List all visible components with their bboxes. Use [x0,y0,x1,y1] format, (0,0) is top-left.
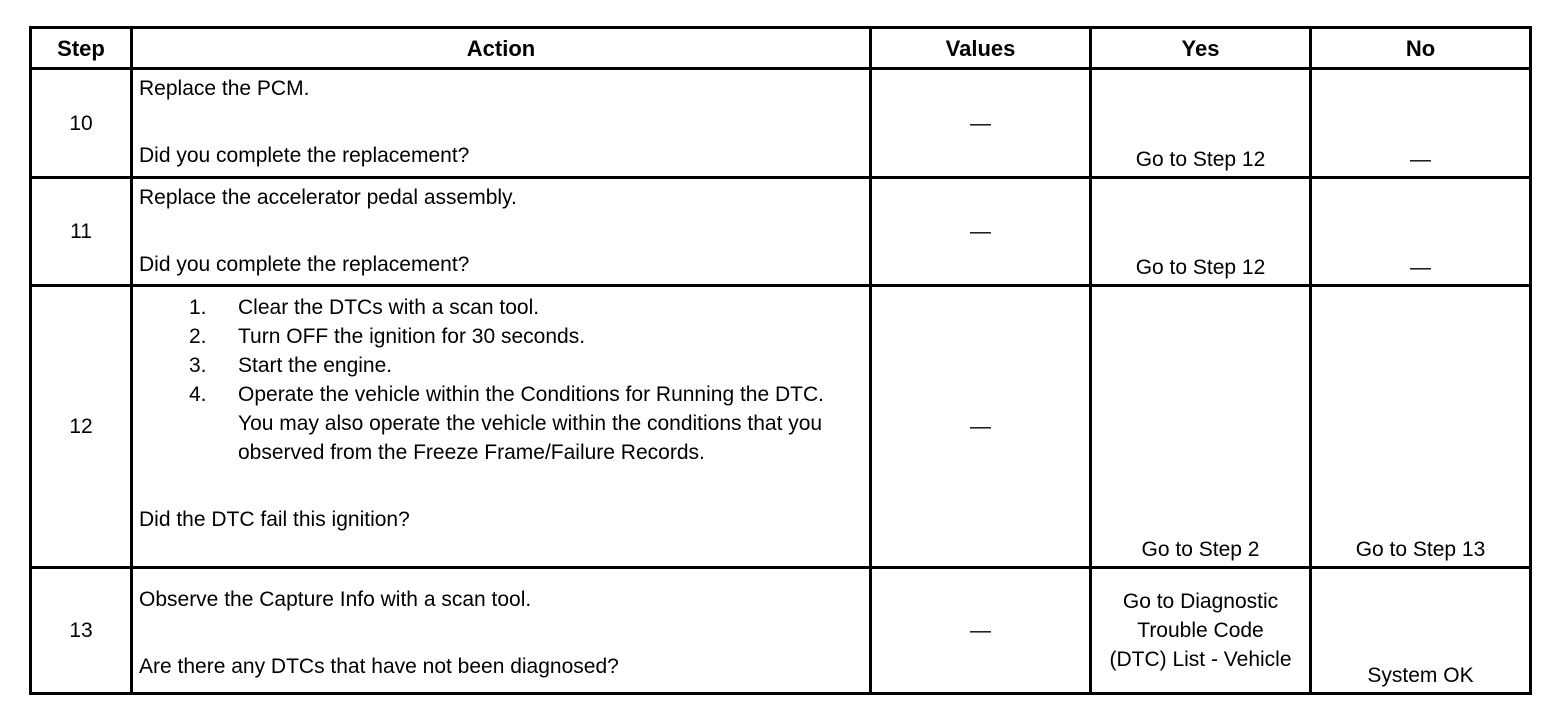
action-prompt: Replace the PCM. [139,77,310,100]
header-row [31,28,1531,69]
action-cell [132,178,871,286]
no-cell: System OK [1311,568,1531,694]
list-number: 1. [189,296,207,319]
table-row [31,568,1531,694]
header-values: Values [871,28,1091,69]
no-cell: — [1311,69,1531,178]
no-cell: Go to Step 13 [1311,286,1531,568]
diagnostic-table [29,26,1532,695]
procedure-list [139,293,863,467]
action-question: Did you complete the replacement? [139,253,470,276]
values-cell [871,568,1091,694]
list-number: 4. [189,383,207,406]
step-number: 10 [31,69,132,178]
action-prompt: Replace the accelerator pedal assembly. [139,186,517,209]
step-number: 13 [31,568,132,694]
values-dash: — [970,220,991,243]
list-item [139,351,863,380]
list-item [139,322,863,351]
list-number: 2. [189,325,207,348]
header-step: Step [31,28,132,69]
header-no: No [1311,28,1531,69]
yes-cell: Go to Diagnostic Trouble Code (DTC) List - Vehicle [1091,568,1311,694]
table-row [31,286,1531,568]
values-dash: — [970,619,991,642]
yes-cell: Go to Step 12 [1091,69,1311,178]
action-question: Did the DTC fail this ignition? [139,508,410,531]
action-question: Are there any DTCs that have not been diagnosed? [139,655,619,678]
values-dash: — [970,111,991,135]
action-cell [132,69,871,178]
action-prompt: Observe the Capture Info with a scan tool. [139,588,532,611]
step-number: 12 [31,286,132,568]
list-number: 3. [189,354,207,377]
table-row [31,69,1531,178]
yes-cell: Go to Step 12 [1091,178,1311,286]
values-cell [871,69,1091,178]
list-item [139,293,863,322]
no-cell: — [1311,178,1531,286]
list-text: Operate the vehicle within the Conditions for Running the DTC. You may also operate the vehicle within the conditions that you observed from the Freeze Frame/Failure Records. [238,383,824,464]
action-question: Did you complete the replacement? [139,144,470,167]
values-cell [871,286,1091,568]
list-text: Turn OFF the ignition for 30 seconds. [238,325,586,348]
list-text: Clear the DTCs with a scan tool. [238,296,540,319]
action-cell [132,286,871,568]
header-yes: Yes [1091,28,1311,69]
values-dash: — [970,415,991,438]
action-cell [132,568,871,694]
table-row [31,178,1531,286]
yes-cell: Go to Step 2 [1091,286,1311,568]
step-number: 11 [31,178,132,286]
list-item [139,380,863,467]
values-cell [871,178,1091,286]
list-text: Start the engine. [238,354,393,377]
header-action: Action [132,28,871,69]
